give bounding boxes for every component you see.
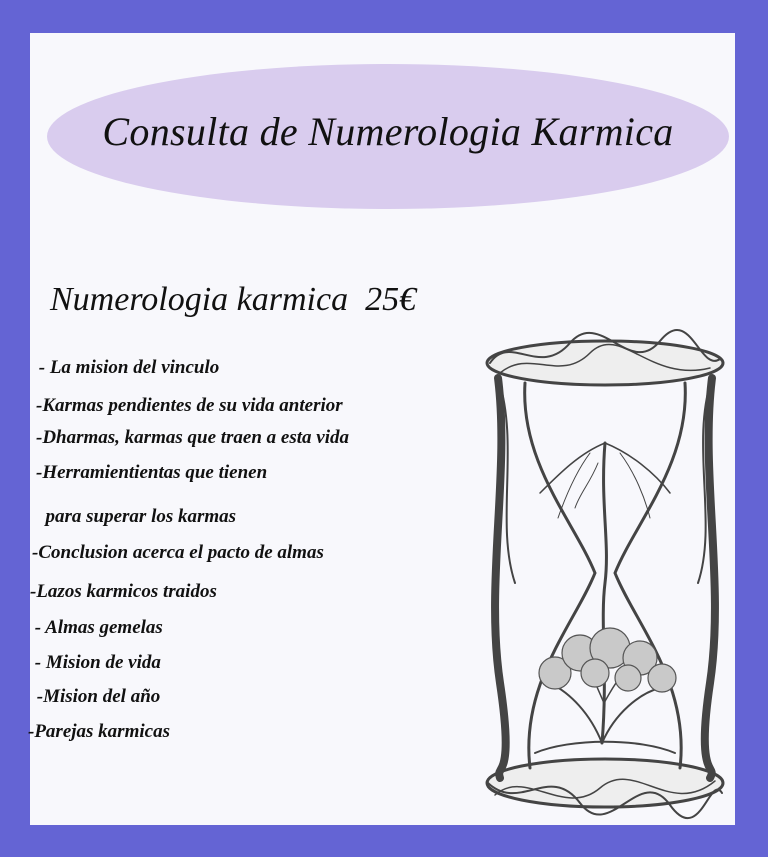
list-item: -Parejas karmicas: [28, 721, 170, 742]
list-item: -Karmas pendientes de su vida anterior: [36, 395, 343, 416]
page-title: Consulta de Numerologia Karmica: [102, 109, 674, 154]
list-item: -Lazos karmicos traidos: [30, 581, 217, 602]
list-item: - Mision de vida: [30, 652, 161, 673]
offer-title: Numerologia karmica 25€: [50, 281, 417, 318]
list-item: para superar los karmas: [36, 506, 237, 527]
list-item: -Mision del año: [32, 686, 161, 707]
list-item: -Herramientientas que tienen: [36, 462, 268, 483]
hourglass-tree-icon: [480, 323, 730, 823]
list-item: - La mision del vinculo: [34, 357, 220, 378]
flyer-panel: [30, 33, 735, 825]
list-item: -Dharmas, karmas que traen a esta vida: [36, 427, 349, 448]
title-oval: [47, 64, 729, 209]
list-item: -Conclusion acerca el pacto de almas: [32, 542, 324, 563]
list-item: - Almas gemelas: [30, 617, 163, 638]
